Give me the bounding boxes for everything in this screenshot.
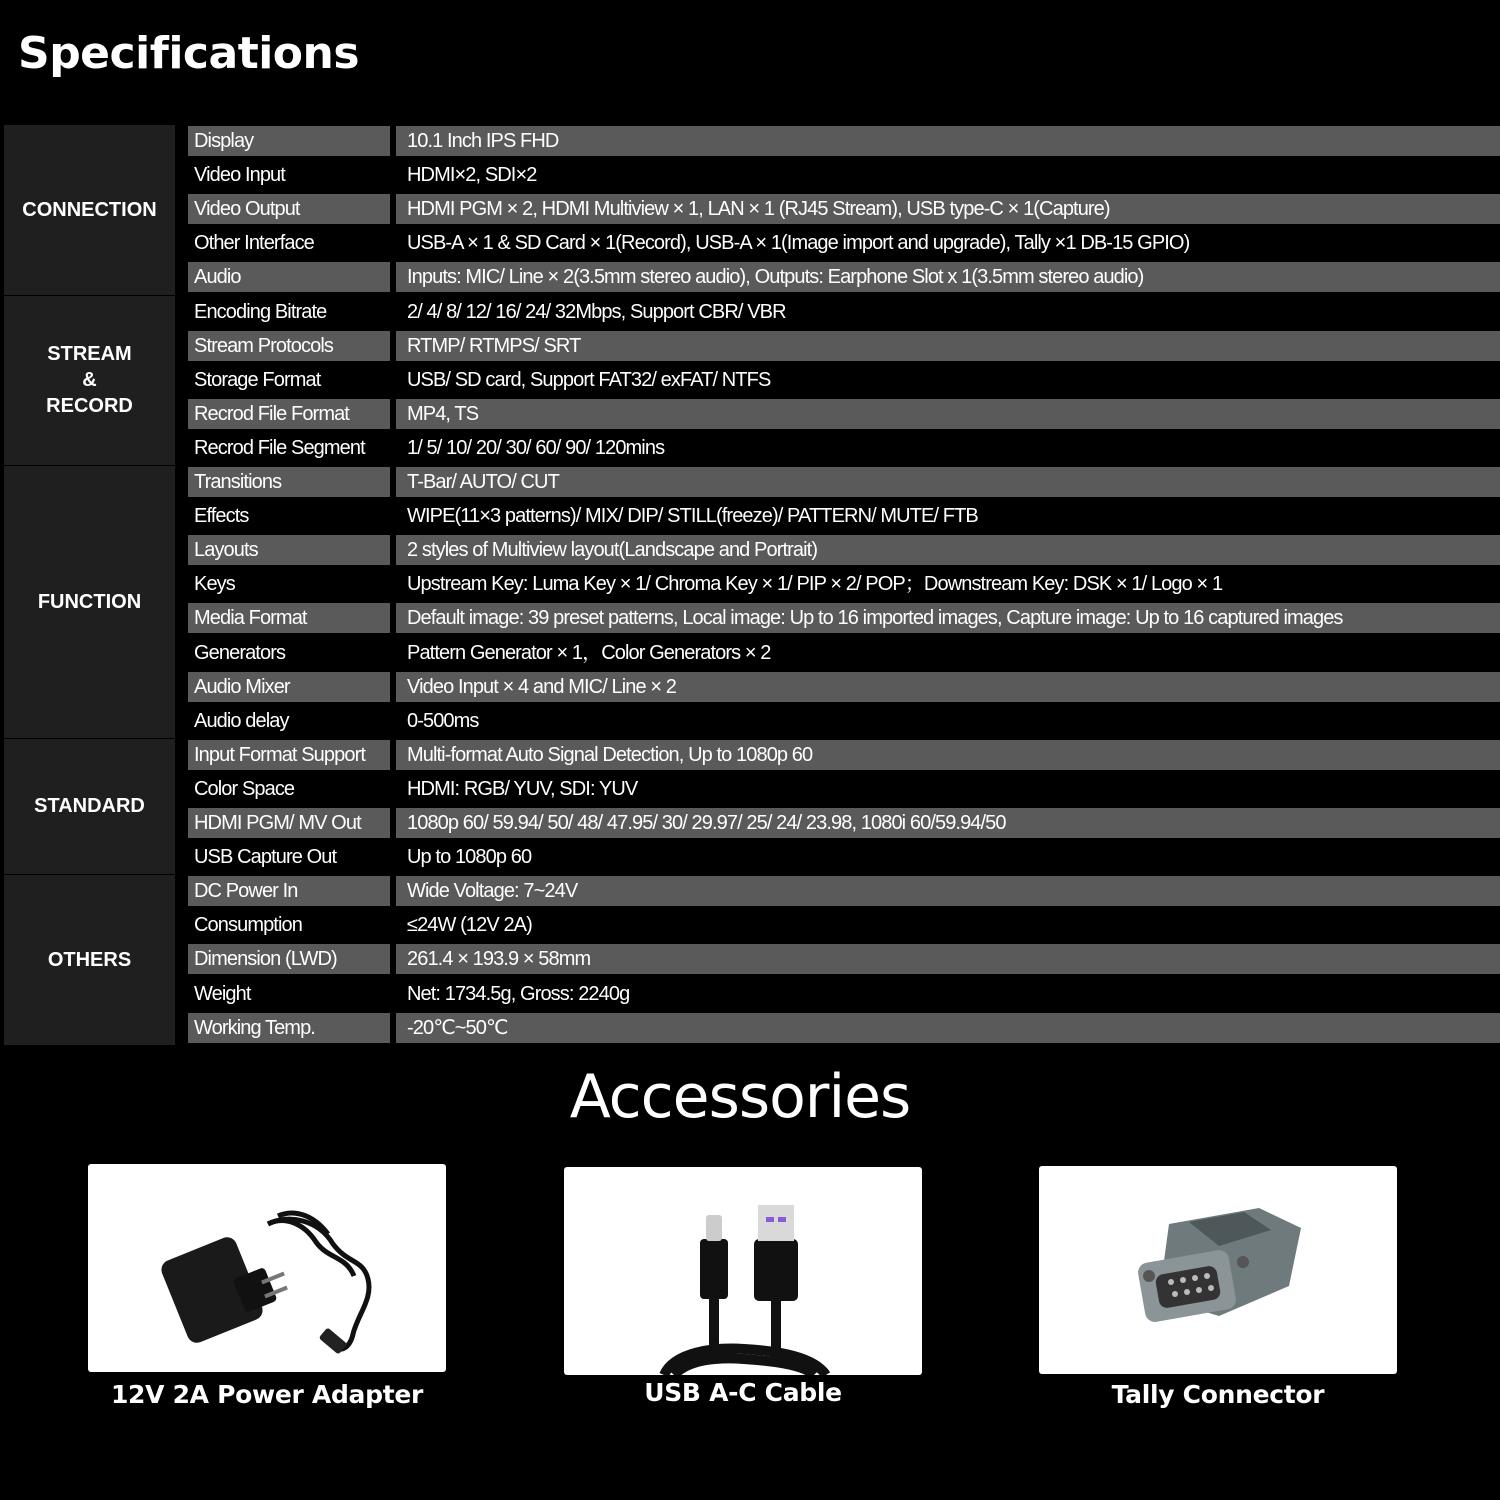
spec-row xyxy=(188,774,1500,804)
spec-value: Multi-format Auto Signal Detection, Up to 1080p 60 xyxy=(396,740,1500,770)
spec-row xyxy=(188,467,1500,497)
spec-value: USB/ SD card, Support FAT32/ exFAT/ NTFS xyxy=(407,368,771,391)
category-block xyxy=(4,125,175,295)
spec-row xyxy=(188,910,1500,940)
spec-row xyxy=(188,638,1500,668)
category-block xyxy=(4,296,175,466)
spec-row xyxy=(188,433,1500,463)
spec-row xyxy=(188,501,1500,531)
spec-value: Pattern Generator × 1，Color Generators × 2 xyxy=(407,641,771,664)
spec-row xyxy=(188,603,1500,633)
spec-row xyxy=(188,365,1500,395)
spec-value: 261.4 × 193.9 × 58mm xyxy=(396,944,1500,974)
spec-label: Audio xyxy=(188,262,390,292)
spec-label: Layouts xyxy=(188,535,390,565)
spec-row xyxy=(188,331,1500,361)
power-adapter-icon xyxy=(88,1164,446,1372)
spec-row xyxy=(188,1013,1500,1043)
usb-cable-icon xyxy=(564,1167,922,1375)
spec-value: Video Input × 4 and MIC/ Line × 2 xyxy=(396,672,1500,702)
spec-row xyxy=(188,706,1500,736)
spec-label: Effects xyxy=(194,505,249,528)
spec-value: 1/ 5/ 10/ 20/ 30/ 60/ 90/ 120mins xyxy=(407,436,665,459)
power-adapter-image xyxy=(88,1164,446,1372)
spec-label: DC Power In xyxy=(188,876,390,906)
spec-value: Net: 1734.5g, Gross: 2240g xyxy=(407,982,630,1005)
spec-label: Dimension (LWD) xyxy=(188,944,390,974)
spec-value: Inputs: MIC/ Line × 2(3.5mm stereo audio), Outputs: Earphone Slot x 1(3.5mm stereo audio) xyxy=(396,262,1500,292)
spec-label: Storage Format xyxy=(194,368,321,391)
spec-label: Generators xyxy=(194,641,286,664)
usb-cable-image xyxy=(564,1167,922,1375)
accessory-label-tally-connector: Tally Connector xyxy=(1111,1380,1325,1409)
spec-label: Other Interface xyxy=(194,232,314,255)
category-block xyxy=(4,739,175,874)
spec-label: Video Input xyxy=(194,164,285,187)
spec-row xyxy=(188,126,1500,156)
spec-value: HDMI: RGB/ YUV, SDI: YUV xyxy=(407,777,638,800)
spec-value: Up to 1080p 60 xyxy=(407,846,532,869)
spec-label: Working Temp. xyxy=(188,1013,390,1043)
spec-label: USB Capture Out xyxy=(194,846,337,869)
spec-row xyxy=(188,979,1500,1009)
spec-value: 1080p 60/ 59.94/ 50/ 48/ 47.95/ 30/ 29.97/ 25/ 24/ 23.98, 1080i 60/59.94/50 xyxy=(396,808,1500,838)
spec-row xyxy=(188,808,1500,838)
spec-label: Input Format Support xyxy=(188,740,390,770)
spec-value: T-Bar/ AUTO/ CUT xyxy=(396,467,1500,497)
tally-connector-image xyxy=(1039,1166,1397,1374)
spec-row xyxy=(188,297,1500,327)
spec-value: -20℃~50℃ xyxy=(396,1013,1500,1043)
spec-label: Consumption xyxy=(194,914,302,937)
accessories-title: Accessories xyxy=(569,1062,911,1132)
spec-row xyxy=(188,262,1500,292)
spec-value: RTMP/ RTMPS/ SRT xyxy=(396,331,1500,361)
spec-label: Keys xyxy=(194,573,235,596)
spec-value: ≤24W (12V 2A) xyxy=(407,914,532,937)
category-block xyxy=(4,466,175,738)
spec-value: Wide Voltage: 7~24V xyxy=(396,876,1500,906)
spec-label: Transitions xyxy=(188,467,390,497)
accessory-label-usb-cable: USB A-C Cable xyxy=(644,1378,842,1407)
spec-label: Recrod File Format xyxy=(188,399,390,429)
spec-label: Weight xyxy=(194,982,251,1005)
category-label: CONNECTION xyxy=(22,198,157,221)
spec-value: MP4, TS xyxy=(396,399,1500,429)
spec-label: Stream Protocols xyxy=(188,331,390,361)
spec-value: USB-A × 1 & SD Card × 1(Record), USB-A × 1(Image import and upgrade), Tally ×1 DB-15 GPIO) xyxy=(407,232,1190,255)
spec-row xyxy=(188,160,1500,190)
spec-row xyxy=(188,842,1500,872)
category-label: STANDARD xyxy=(34,795,145,818)
spec-value: 0-500ms xyxy=(407,709,479,732)
spec-table xyxy=(0,125,1500,1045)
spec-label: Encoding Bitrate xyxy=(194,300,327,323)
spec-label: Recrod File Segment xyxy=(194,436,365,459)
spec-value: WIPE(11×3 patterns)/ MIX/ DIP/ STILL(freeze)/ PATTERN/ MUTE/ FTB xyxy=(407,505,978,528)
spec-row xyxy=(188,672,1500,702)
spec-label: Color Space xyxy=(194,777,295,800)
spec-row xyxy=(188,228,1500,258)
spec-row xyxy=(188,740,1500,770)
page-title: Specifications xyxy=(18,28,360,79)
spec-label: Display xyxy=(188,126,390,156)
spec-value: 10.1 Inch IPS FHD xyxy=(396,126,1500,156)
spec-row xyxy=(188,535,1500,565)
spec-label: Audio delay xyxy=(194,709,289,732)
spec-value: 2/ 4/ 8/ 12/ 16/ 24/ 32Mbps, Support CBR/ VBR xyxy=(407,300,786,323)
spec-row xyxy=(188,399,1500,429)
spec-row xyxy=(188,569,1500,599)
category-block xyxy=(4,875,175,1045)
category-label: OTHERS xyxy=(47,948,132,971)
spec-row xyxy=(188,944,1500,974)
spec-value: HDMI PGM × 2, HDMI Multiview × 1, LAN × 1 (RJ45 Stream), USB type-C × 1(Capture) xyxy=(396,194,1500,224)
spec-label: Media Format xyxy=(188,603,390,633)
spec-value: HDMI×2, SDI×2 xyxy=(407,164,537,187)
spec-label: HDMI PGM/ MV Out xyxy=(188,808,390,838)
spec-row xyxy=(188,876,1500,906)
tally-connector-icon xyxy=(1039,1166,1397,1374)
spec-value: 2 styles of Multiview layout(Landscape and Portrait) xyxy=(396,535,1500,565)
accessory-label-power-adapter: 12V 2A Power Adapter xyxy=(110,1380,424,1409)
category-label: STREAM & RECORD xyxy=(46,343,133,418)
spec-value: Default image: 39 preset patterns, Local image: Up to 16 imported images, Capture image: Up to 16 captured images xyxy=(396,603,1500,633)
category-label: FUNCTION xyxy=(37,590,142,613)
spec-label: Audio Mixer xyxy=(188,672,390,702)
spec-label: Video Output xyxy=(188,194,390,224)
spec-row xyxy=(188,194,1500,224)
spec-value: Upstream Key: Luma Key × 1/ Chroma Key × 1/ PIP × 2/ POP；Downstream Key: DSK × 1/ Logo × 1 xyxy=(407,573,1223,596)
